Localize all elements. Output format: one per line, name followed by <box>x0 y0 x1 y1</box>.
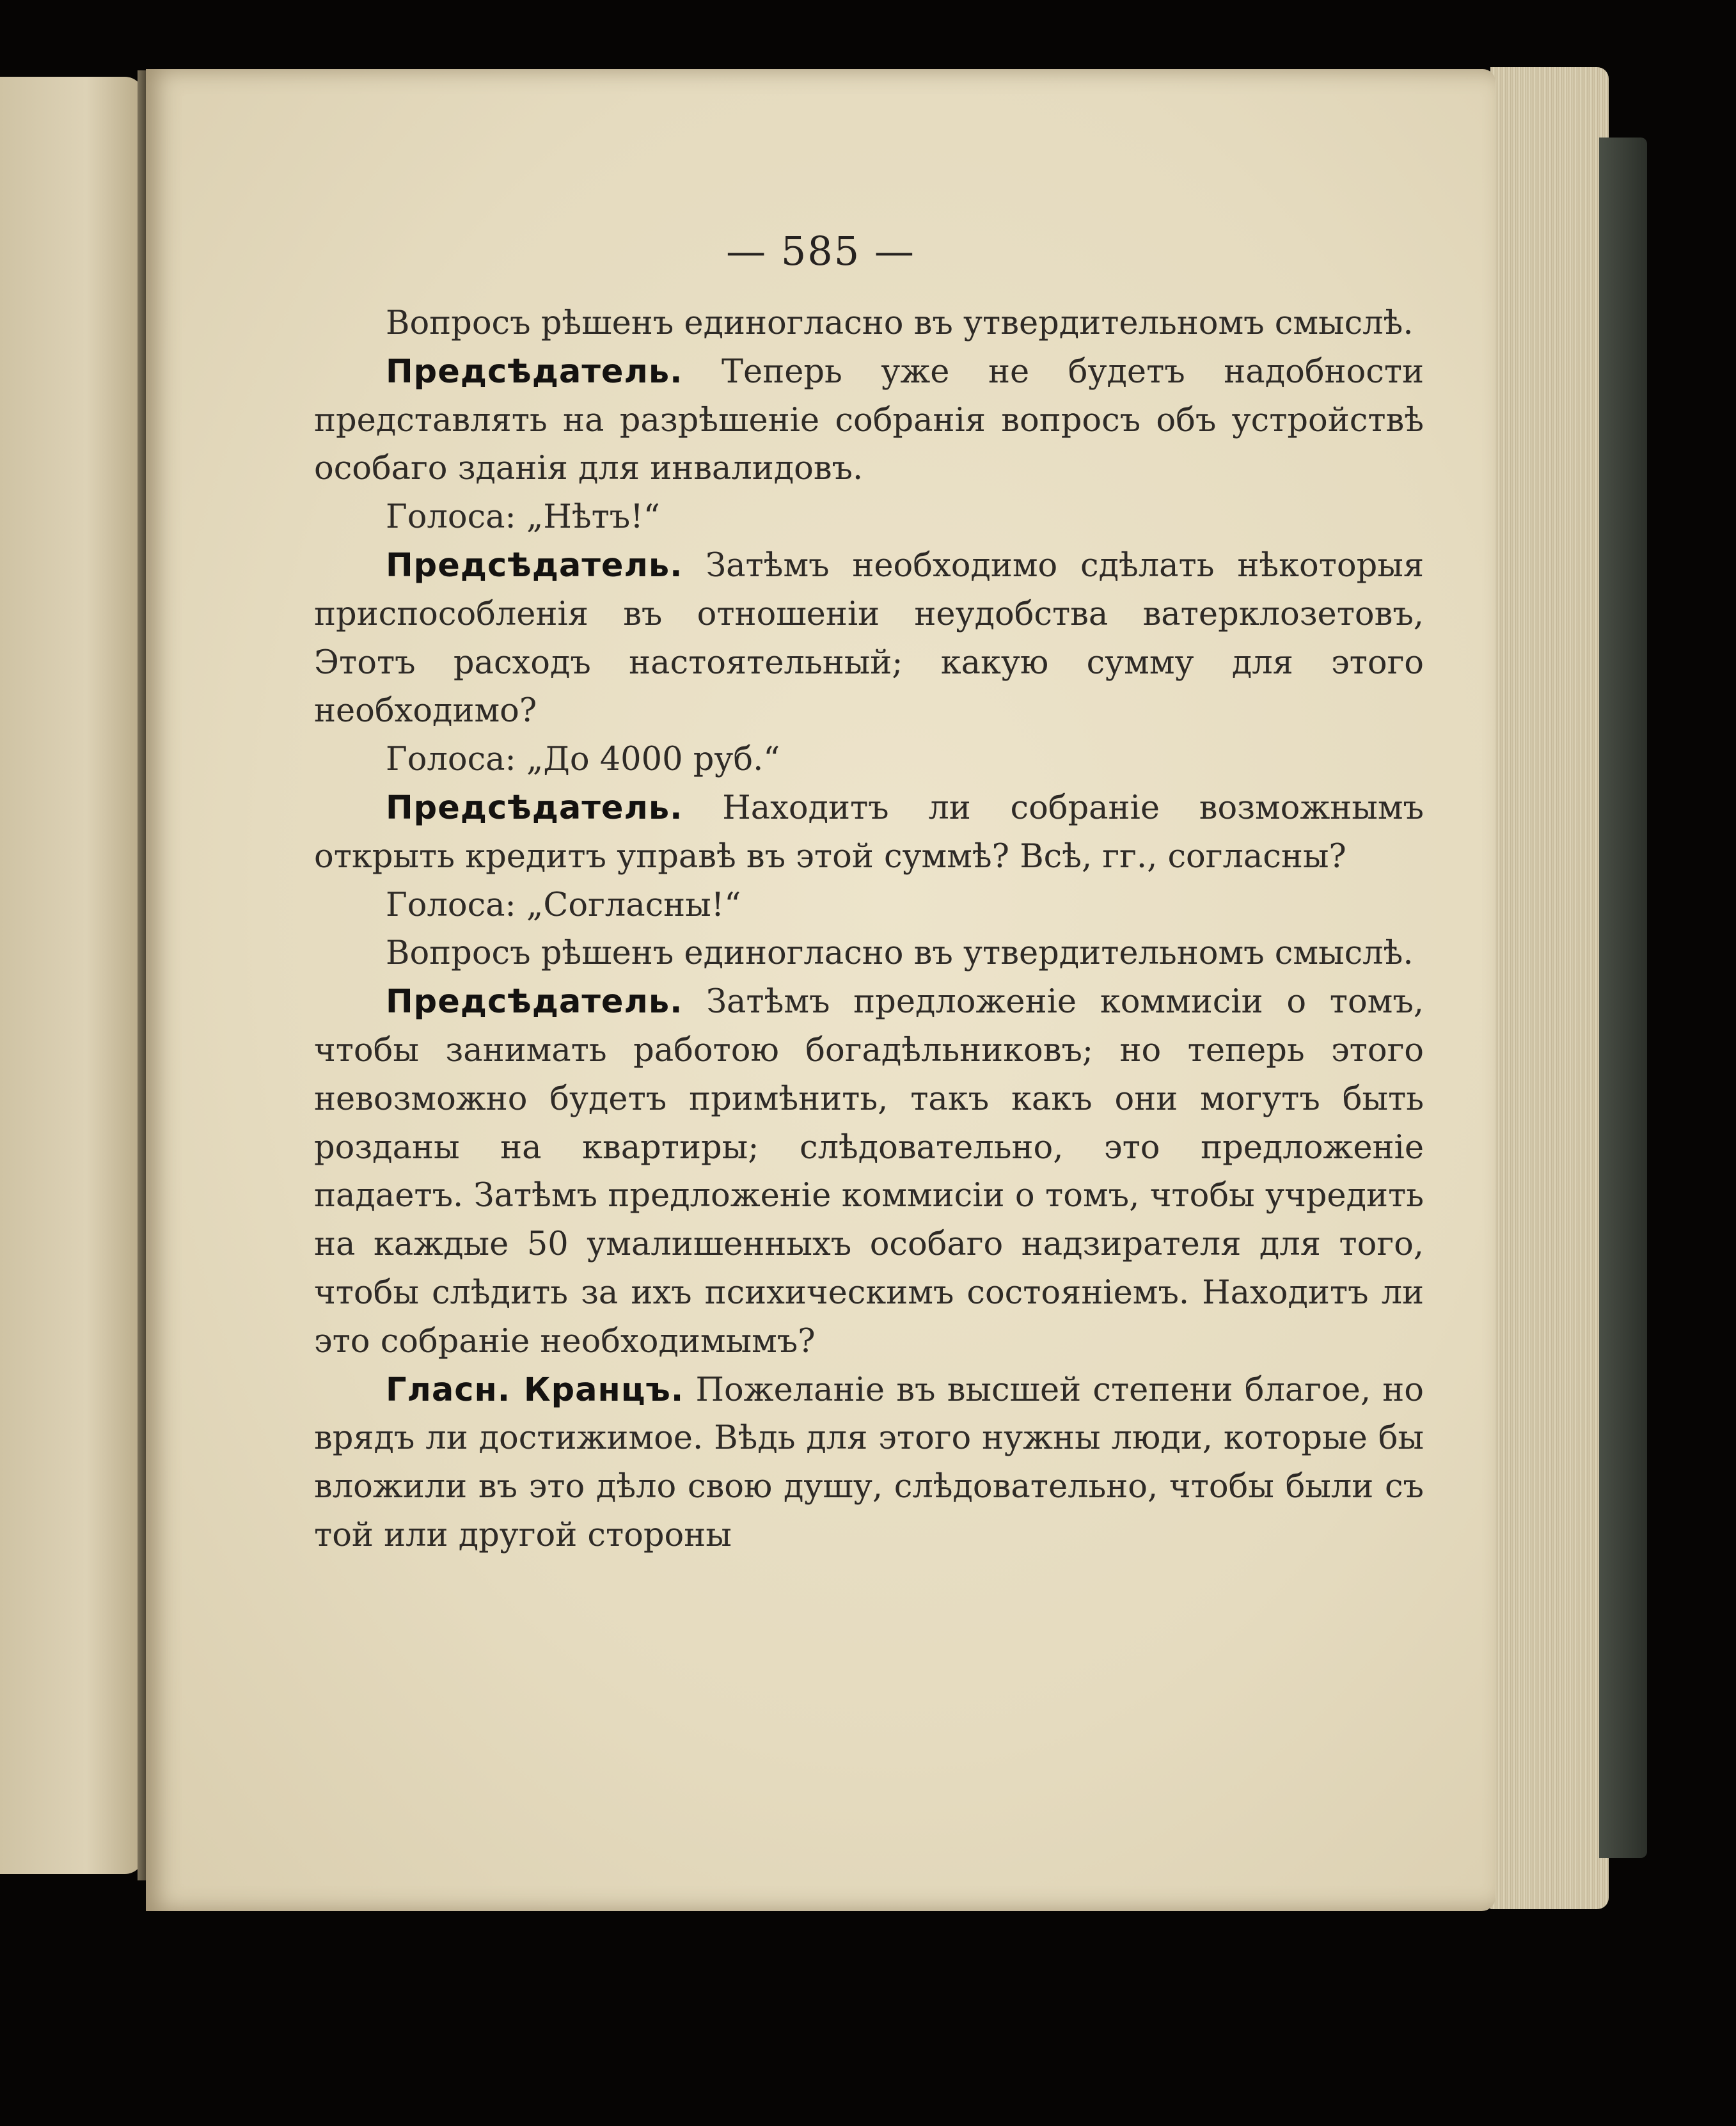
paragraph <box>314 978 1424 1366</box>
paragraph-text: Пожеланіе въ высшей степени благое, но врядъ ли достижимое. Вѣдь для этого нужны люди, которые бы вложили въ это дѣло свою душу, слѣдовательно, чтобы были съ той или другой стороны <box>314 1371 1424 1554</box>
paragraph-text: Теперь уже не будетъ надобности представлять на разрѣшеніе собранія вопросъ объ устройствѣ особаго зданія для инвалидовъ. <box>314 352 1424 488</box>
paragraph <box>314 493 1424 542</box>
book-page <box>146 69 1495 1911</box>
paragraph-text: Находитъ ли собраніе возможнымъ открыть кредитъ управѣ въ этой суммѣ? Всѣ, гг., согласны? <box>314 789 1424 876</box>
page-edges <box>1490 67 1609 1909</box>
speaker-name: Предсѣдатель. <box>386 352 683 391</box>
paragraph <box>314 299 1424 348</box>
paragraph-text: Голоса: „До 4000 руб.“ <box>386 741 780 779</box>
paragraph <box>314 881 1424 930</box>
speaker-name: Предсѣдатель. <box>386 546 683 585</box>
paragraph-text: Затѣмъ необходимо сдѣлать нѣкоторыя приспособленія въ отношеніи неудобства ватерклозетовъ, Этотъ расходъ настоятельный; какую сумму для этого необходимо? <box>314 546 1424 730</box>
page-body-text <box>314 299 1424 1560</box>
paragraph-text: Голоса: „Согласны!“ <box>386 886 741 924</box>
facing-page-edge <box>0 77 144 1874</box>
paragraph <box>314 348 1424 493</box>
paragraph <box>314 929 1424 978</box>
paragraph <box>314 1366 1424 1560</box>
speaker-name: Предсѣдатель. <box>386 983 683 1021</box>
paragraph-text: Вопросъ рѣшенъ единогласно въ утвердительномъ смыслѣ. <box>386 304 1414 342</box>
paragraph <box>314 542 1424 736</box>
speaker-name: Предсѣдатель. <box>386 789 683 827</box>
paragraph-text: Вопросъ рѣшенъ единогласно въ утвердительномъ смыслѣ. <box>386 934 1414 973</box>
paragraph <box>314 736 1424 784</box>
paragraph <box>314 784 1424 881</box>
paragraph-text: Голоса: „Нѣтъ!“ <box>386 498 660 537</box>
speaker-name: Гласн. Кранцъ. <box>386 1371 684 1409</box>
page-number: — 585 — <box>726 228 915 274</box>
book-cover-edge <box>1599 138 1647 1858</box>
paragraph-text: Затѣмъ предложеніе коммисіи о томъ, чтобы занимать работою богадѣльниковъ; но теперь этого невозможно будетъ примѣнить, такъ какъ они могутъ быть розданы на квартиры; слѣдовательно, это предложеніе падаетъ. Затѣмъ предложеніе коммисіи о томъ, чтобы учредить на каждые 50 умалишенныхъ особаго надзирателя для того, чтобы слѣдить за ихъ психическимъ состояніемъ. Находитъ ли это собраніе необходимымъ? <box>314 983 1424 1360</box>
